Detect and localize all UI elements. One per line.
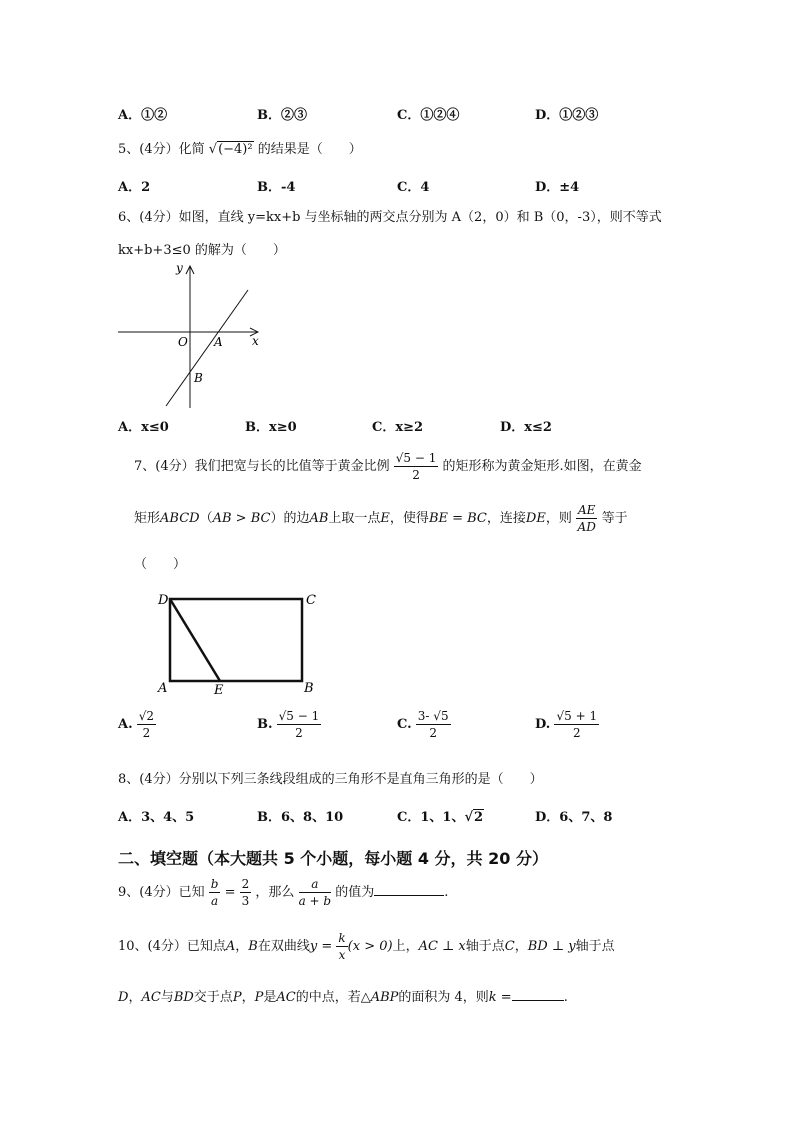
option-num: √2 [138, 709, 155, 723]
q4-option-b: B．②③ [257, 108, 307, 123]
option-text: C．1、1、 [397, 810, 465, 825]
q10-math: P [232, 990, 242, 1005]
label-a: A [158, 681, 168, 696]
frac-a-ab [299, 878, 332, 907]
option-num: √5 + 1 [556, 709, 598, 723]
q6-graph [118, 258, 268, 410]
q7-text: （ [199, 511, 213, 526]
point-a-label: A [214, 335, 223, 349]
q8-option-c [397, 806, 484, 825]
q10-math: BD ⊥ y [527, 939, 576, 954]
q10-end: . [563, 990, 568, 1005]
q10-math: AC [276, 990, 296, 1005]
q10-math: y = [309, 939, 333, 954]
q7-suffix: 的矩形称为黄金矩形.如图，在黄金 [442, 459, 642, 474]
ae-ad-num: AE [577, 503, 596, 517]
answer-blank[interactable] [374, 895, 444, 896]
option-fraction [277, 710, 322, 739]
q10-math: BD [173, 990, 194, 1005]
option-num: √5 − 1 [278, 709, 320, 723]
q7-option-a [118, 710, 156, 739]
golden-ratio-fraction [394, 452, 439, 481]
q10-text: ， [128, 990, 142, 1005]
q8-option-d: D．6、7、8 [535, 810, 613, 825]
q7-math: AB [309, 511, 329, 526]
q4-option-c: C．①②④ [397, 108, 460, 123]
section-heading: 二、填空题（本大题共 5 个小题，每小题 4 分，共 20 分） [118, 849, 548, 868]
q10-text: 是 [263, 990, 277, 1005]
q10-math: AC [141, 990, 161, 1005]
option-fraction [416, 710, 451, 739]
q8-option-b: B．6、8、10 [257, 810, 344, 825]
option-label: D. [535, 717, 551, 732]
q7-math: DE [525, 511, 546, 526]
option-label: C. [397, 717, 412, 732]
option-num: 3- √5 [417, 709, 449, 723]
q10-text: ， [514, 939, 528, 954]
q10-math: k = [488, 990, 512, 1005]
q7-option-b [257, 710, 321, 739]
sqrt: √2 [464, 810, 484, 825]
q7-prefix: 7、(4分）我们把宽与长的比值等于黄金比例 [134, 459, 390, 474]
option-fraction [137, 710, 156, 739]
q10-math: C [504, 939, 515, 954]
option-den: 2 [142, 726, 151, 740]
q8-question: 8、(4分）分别以下列三条线段组成的三角形不是直角三角形的是（ ） [118, 772, 543, 787]
q9-mid: ，那么 [255, 885, 295, 900]
q9-end: . [444, 885, 449, 900]
q5-question [118, 138, 362, 157]
option-fraction [554, 710, 599, 739]
q7-line1 [134, 452, 642, 481]
option-label: A. [118, 717, 133, 732]
ae-ad-fraction [576, 504, 597, 533]
q10-text: 上， [392, 939, 419, 954]
q10-line2 [118, 986, 568, 1005]
q10-math: A [225, 939, 236, 954]
q4-option-a: A．①② [118, 108, 168, 123]
q5-option-d: D．±4 [535, 180, 580, 195]
q5-option-a: A．2 [118, 180, 151, 195]
q7-line2 [134, 504, 628, 533]
q10-line1 [118, 932, 615, 961]
golden-ratio-den: 2 [412, 468, 420, 482]
segment-de [170, 599, 220, 681]
q7-math: E [380, 511, 390, 526]
q10-text: 10、(4分）已知点 [118, 939, 226, 954]
frac-num: 2 [241, 877, 250, 891]
frac-k-x [336, 932, 347, 961]
q10-text: 轴于点 [465, 939, 505, 954]
q6-option-c: C．x≥2 [372, 420, 424, 435]
frac-num: k [338, 931, 346, 945]
q10-text: 交于点 [193, 990, 233, 1005]
option-den: 2 [572, 726, 581, 740]
ae-ad-den: AD [577, 520, 596, 534]
q10-math: B [248, 939, 258, 954]
q7-text: ，则 [545, 511, 572, 526]
answer-blank[interactable] [512, 1000, 564, 1001]
q10-math: P [254, 990, 264, 1005]
q6-line1: 6、(4分）如图，直线 y=kx+b 与坐标轴的两交点分别为 A（2，0）和 B（0，-3），则不等式 [118, 210, 662, 225]
point-b-label: B [194, 371, 203, 385]
label-d: D [158, 593, 169, 608]
q5-suffix: 的结果是（ ） [257, 142, 362, 157]
x-axis-label: x [252, 334, 259, 348]
q10-text: 的中点，若△ [295, 990, 371, 1005]
q7-option-d [535, 710, 599, 739]
q5-prefix: 5、(4分）化简 [118, 142, 205, 157]
q10-text: 的面积为 4，则 [398, 990, 489, 1005]
frac-den: a [211, 894, 219, 908]
q7-text: ，连接 [486, 511, 526, 526]
frac-num: a [299, 878, 332, 893]
q10-text: ， [235, 939, 249, 954]
option-den: 2 [429, 726, 438, 740]
q9-prefix: 9、(4分）已知 [118, 885, 205, 900]
frac-num: b [210, 877, 219, 891]
q7-text: 矩形 [134, 511, 161, 526]
q9-question [118, 878, 448, 907]
q7-paren: （ ） [134, 557, 187, 572]
q7-text: ）的边 [270, 511, 310, 526]
q6-option-a: A．x≤0 [118, 420, 169, 435]
frac-2-3 [240, 878, 252, 907]
q6-option-b: B．x≥0 [245, 420, 297, 435]
frac-b-a [209, 878, 221, 907]
equals: = [224, 885, 236, 900]
q8-option-a: A．3、4、5 [118, 810, 195, 825]
frac-den: a + b [298, 894, 332, 908]
y-axis-label: y [176, 261, 183, 275]
frac-den: 3 [241, 894, 250, 908]
q4-option-d: D．①②③ [535, 108, 599, 123]
golden-rectangle-figure [150, 584, 330, 696]
origin-label: O [178, 335, 188, 349]
q7-math: BE = BC [428, 511, 487, 526]
q10-text: 在双曲线 [257, 939, 310, 954]
q5-radicand: (−4)² [218, 142, 253, 157]
q10-math: AC ⊥ x [418, 939, 466, 954]
q7-text: ，使得 [389, 511, 429, 526]
radicand: 2 [474, 810, 484, 825]
frac-den: x [338, 948, 346, 962]
q7-option-c [397, 710, 451, 739]
option-den: 2 [295, 726, 303, 740]
q10-math: D [118, 990, 129, 1005]
label-e: E [214, 683, 224, 696]
q10-math: (x > 0) [347, 939, 393, 954]
label-c: C [306, 593, 316, 608]
q10-text: ， [241, 990, 255, 1005]
q10-text: 轴于点 [575, 939, 615, 954]
golden-ratio-num: √5 − 1 [395, 451, 437, 465]
q10-math: ABP [370, 990, 399, 1005]
q10-text: 与 [160, 990, 174, 1005]
q6-line2: kx+b+3≤0 的解为（ ） [118, 243, 286, 258]
q7-math: ABCD [160, 511, 200, 526]
q5-option-c: C．4 [397, 180, 430, 195]
q5-option-b: B．-4 [257, 180, 296, 195]
q9-suffix: 的值为 [335, 885, 375, 900]
label-b: B [304, 681, 314, 696]
q7-text: 上取一点 [328, 511, 381, 526]
rectangle-abcd [170, 599, 302, 681]
q7-math: AB > BC [212, 511, 271, 526]
q6-option-d: D．x≤2 [500, 420, 552, 435]
q5-sqrt: √(−4)² [208, 142, 253, 157]
q7-text: 等于 [601, 511, 628, 526]
option-label: B. [257, 717, 273, 732]
